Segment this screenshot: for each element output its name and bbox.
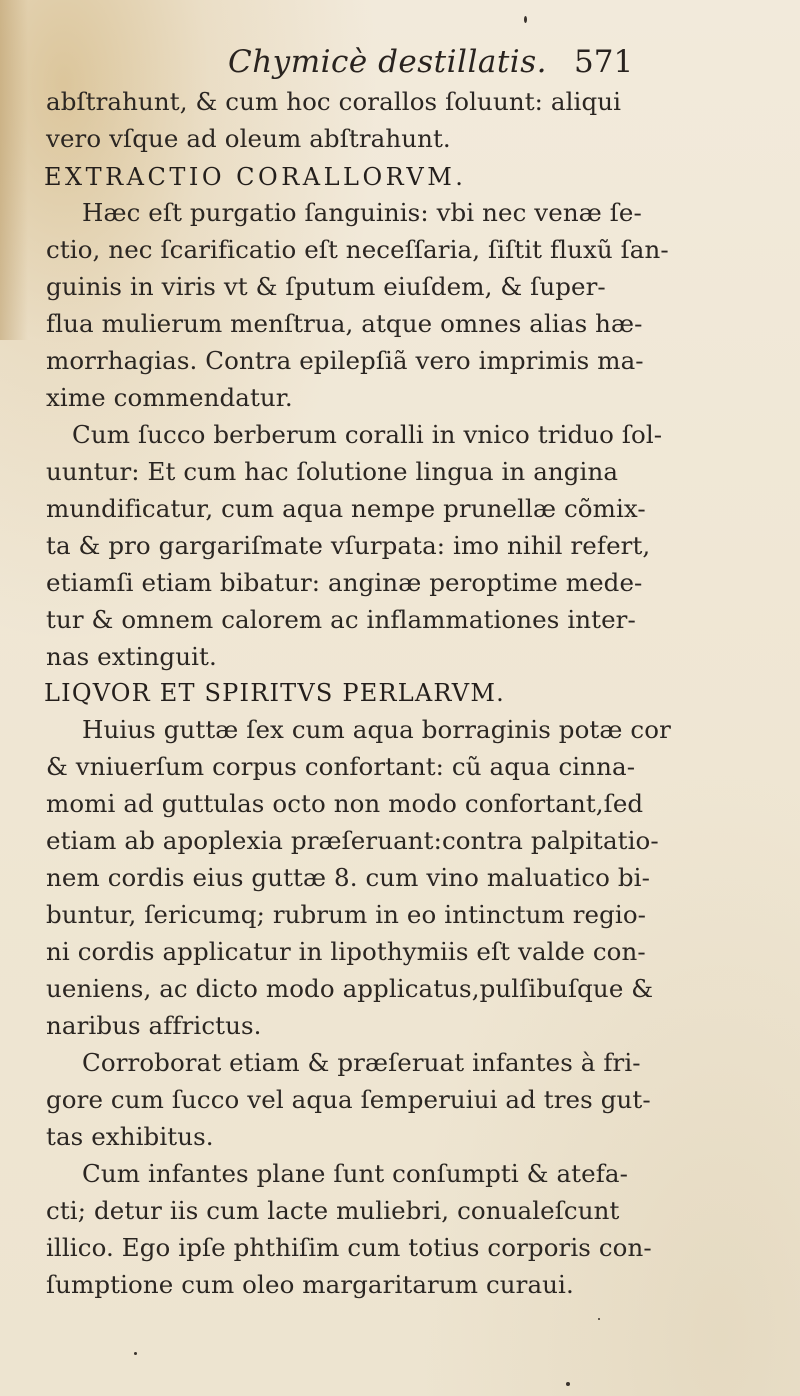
ink-speck bbox=[524, 16, 527, 23]
text-line: buntur, ſericumq; rubrum in eo intinctum regio- bbox=[46, 900, 647, 929]
text-line: xime commendatur. bbox=[46, 383, 293, 412]
section-heading-pearl-liquor: LIQVOR ET SPIRITVS PERLARVM. bbox=[44, 679, 505, 707]
page-number: 571 bbox=[574, 44, 634, 80]
text-line: ta & pro gargariſmate vſurpata: imo nihil refert, bbox=[46, 531, 651, 560]
text-line: nas extinguit. bbox=[46, 642, 217, 671]
text-line: & vniuerſum corpus confortant: cũ aqua cinna- bbox=[46, 752, 636, 781]
section-heading-coral-extraction: EXTRACTIO CORALLORVM. bbox=[44, 163, 467, 191]
text-line: mundificatur, cum aqua nempe prunellæ cõmix- bbox=[46, 494, 646, 523]
text-line: nem cordis eius guttæ 8. cum vino maluatico bi- bbox=[46, 863, 650, 892]
text-line: Cum infantes plane ſunt conſumpti & atefa- bbox=[82, 1159, 628, 1188]
text-line: Hæc eſt purgatio ſanguinis: vbi nec venæ ſe- bbox=[82, 198, 642, 227]
text-line: tur & omnem calorem ac inflammationes inter- bbox=[46, 605, 636, 634]
text-line: Cum ſucco berberum coralli in vnico triduo ſol- bbox=[72, 420, 663, 449]
ink-speck bbox=[598, 1318, 600, 1320]
text-line: ctio, nec ſcarificatio eſt neceſſaria, ſiſtit fluxũ ſan- bbox=[46, 235, 669, 264]
text-line: ueniens, ac dicto modo applicatus,pulſibuſque & bbox=[46, 974, 654, 1003]
text-line: etiamſi etiam bibatur: anginæ peroptime mede- bbox=[46, 568, 643, 597]
text-line: flua mulierum menſtrua, atque omnes alias hæ- bbox=[46, 309, 643, 338]
running-head: Chymicè destillatis. bbox=[228, 44, 547, 80]
text-line: abſtrahunt, & cum hoc corallos ſoluunt: aliqui bbox=[46, 87, 622, 116]
text-line: etiam ab apoplexia præſeruant:contra palpitatio- bbox=[46, 826, 659, 855]
ink-speck bbox=[566, 1382, 570, 1386]
text-line: naribus affrictus. bbox=[46, 1011, 262, 1040]
text-line: ſumptione cum oleo margaritarum curaui. bbox=[46, 1270, 574, 1299]
text-line: vero vſque ad oleum abſtrahunt. bbox=[46, 124, 451, 153]
text-line: cti; detur iis cum lacte muliebri, conualeſcunt bbox=[46, 1196, 620, 1225]
text-line: guinis in viris vt & ſputum eiuſdem, & ſuper- bbox=[46, 272, 606, 301]
text-line: gore cum ſucco vel aqua ſemperuiui ad tres gut- bbox=[46, 1085, 651, 1114]
text-line: morrhagias. Contra epilepſiã vero imprimis ma- bbox=[46, 346, 644, 375]
text-line: momi ad guttulas octo non modo confortant,ſed bbox=[46, 789, 644, 818]
ink-speck bbox=[134, 1352, 137, 1355]
text-line: tas exhibitus. bbox=[46, 1122, 214, 1151]
text-line: ni cordis applicatur in lipothymiis eſt valde con- bbox=[46, 937, 646, 966]
text-line: illico. Ego ipſe phthiſim cum totius corporis con- bbox=[46, 1233, 652, 1262]
text-line: Corroborat etiam & præſeruat infantes à fri- bbox=[82, 1048, 641, 1077]
text-line: Huius guttæ ſex cum aqua borraginis potæ cor bbox=[82, 715, 671, 744]
text-line: uuntur: Et cum hac ſolutione lingua in angina bbox=[46, 457, 619, 486]
